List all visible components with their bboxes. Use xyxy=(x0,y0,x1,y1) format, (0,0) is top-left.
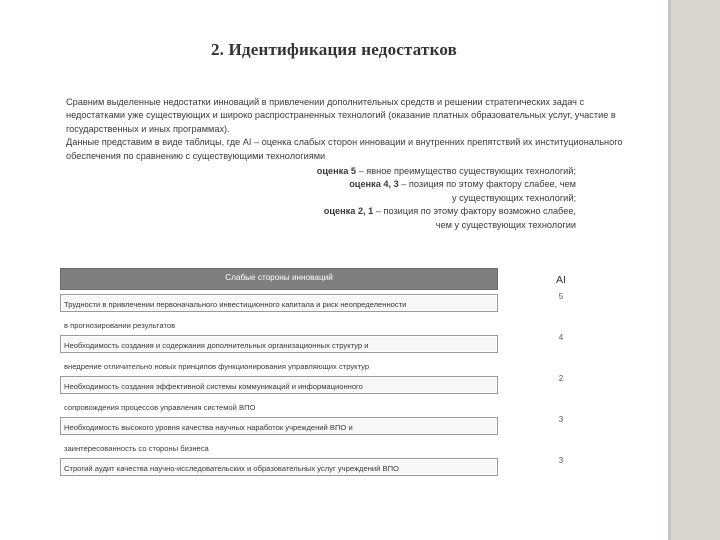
side-bar-edge xyxy=(668,0,671,540)
scale-2-1 xyxy=(176,205,576,218)
scale-4-3-cont: у существующих технологий; xyxy=(451,192,576,203)
table-row xyxy=(60,454,622,482)
table-row xyxy=(60,290,622,331)
scale-4-3-label: оценка 4, 3 xyxy=(349,179,399,190)
row-line-1: Необходимость создания эффективной системы коммуникаций и информационного xyxy=(64,382,363,391)
scale-2-1-cont: чем у существующих технологии xyxy=(435,219,576,230)
scale-4-3-text: – позиция по этому фактору слабее, чем xyxy=(398,179,576,190)
scale-5-label: оценка xyxy=(316,166,349,176)
row-ai-value: 2 xyxy=(558,374,564,383)
scale-4-3 xyxy=(176,178,576,191)
row-line-1: Строгий аудит качества научно-исследовательских и образовательных услуг учреждений ВПО xyxy=(64,464,399,473)
row-line-1: Необходимость создания и содержания дополнительных организационных структур и xyxy=(64,341,369,350)
row-line-1: Необходимость высокого уровня качества научных наработок учреждений ВПО и xyxy=(64,423,353,432)
scale-2-1-value: 2, 1 xyxy=(357,206,374,217)
row-line-2: внедрение отличительно новых принципов функционирования управляющих структур xyxy=(64,362,370,371)
intro-paragraph-1: Сравним выделенные недостатки инноваций в привлечении дополнительных средств и решении стратегических задач с недостатками уже существующих и широко распространенных технологий (оказание платных образовательных услуг, участие в государственных и иных программах). xyxy=(66,97,616,134)
row-text xyxy=(64,458,494,479)
weakness-table xyxy=(60,268,622,482)
scale-5-value: 5 xyxy=(350,166,357,176)
row-ai-value: 3 xyxy=(558,415,564,424)
row-text xyxy=(64,417,494,459)
rating-scale xyxy=(176,165,576,232)
table-row xyxy=(60,331,622,372)
scale-5 xyxy=(176,165,576,178)
row-line-2: в прогнозировании результатов xyxy=(64,321,176,330)
row-ai-value: 3 xyxy=(558,456,564,465)
slide-title: 2. Идентификация недостатков xyxy=(210,40,458,59)
table-header xyxy=(60,268,622,290)
row-ai-value: 5 xyxy=(558,292,564,301)
row-line-2: заинтересованность со стороны бизнеса xyxy=(64,444,209,453)
scale-2-1-label: оценка xyxy=(323,206,356,217)
row-ai-value: 4 xyxy=(558,333,564,342)
intro-paragraph-2: Данные представим в виде таблицы, где AI – оценка слабых сторон инновации и внутренних препятствий их институционального обеспечения по сравнению с существующими технологиями xyxy=(66,137,623,161)
row-text xyxy=(64,294,494,336)
header-weaknesses: Слабые стороны инноваций xyxy=(60,268,498,290)
scale-2-1-text: – позиция по этому фактору возможно слабее, xyxy=(373,206,576,217)
scale-5-text: – явное преимущество существующих технологий; xyxy=(356,166,576,176)
row-text xyxy=(64,376,494,418)
header-ai: AI xyxy=(500,268,622,290)
table-row xyxy=(60,372,622,413)
decorative-side-bar xyxy=(668,0,720,540)
table-row xyxy=(60,413,622,454)
row-line-2: сопровождения процессов управления системой ВПО xyxy=(64,403,256,412)
intro-text xyxy=(66,96,636,163)
row-text xyxy=(64,335,494,377)
row-line-1: Трудности в привлечении первоначального инвестиционного капитала и риск неопределенности xyxy=(64,300,407,309)
